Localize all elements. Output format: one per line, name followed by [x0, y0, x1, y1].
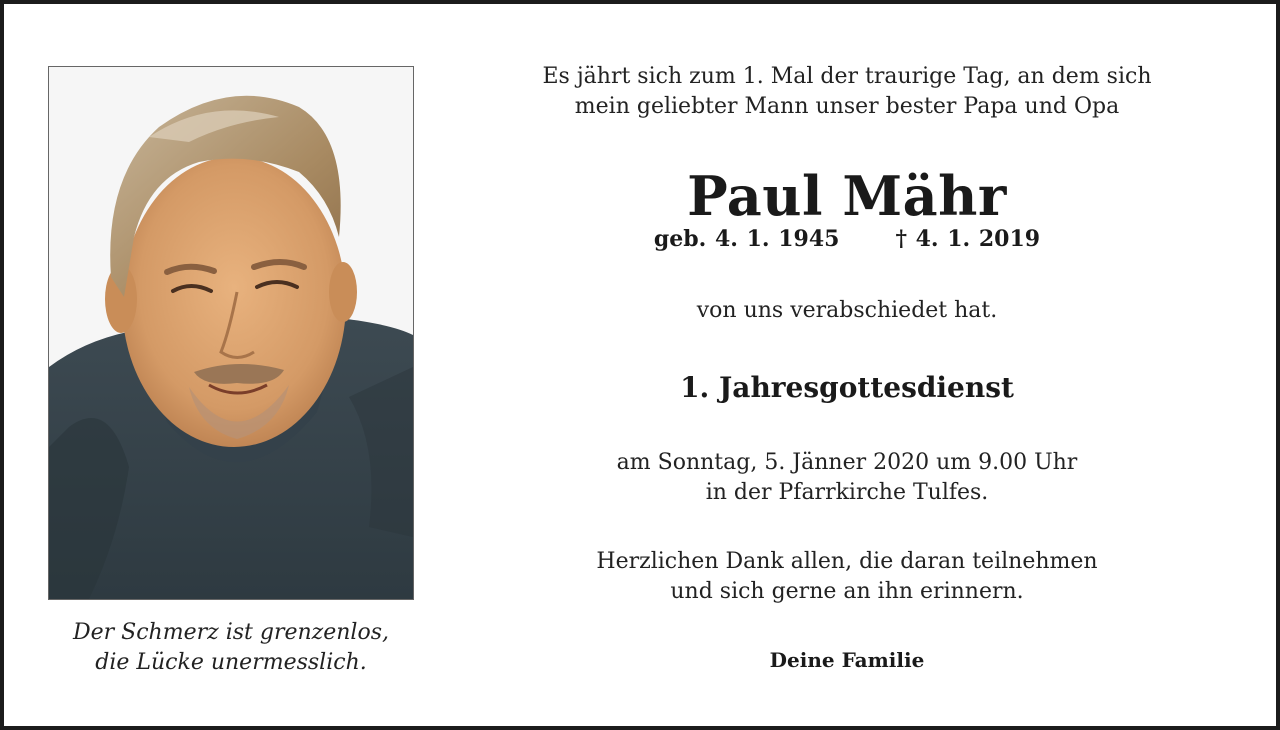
death-date: † 4. 1. 2019 — [895, 226, 1041, 252]
portrait-photo — [48, 66, 414, 600]
caption-line-2: die Lücke unermesslich. — [95, 650, 367, 675]
memorial-caption — [48, 618, 414, 678]
life-dates — [474, 224, 1220, 254]
family-signature: Deine Familie — [769, 648, 925, 672]
service-details — [474, 448, 1220, 508]
intro-text — [474, 62, 1220, 122]
birth-date: geb. 4. 1. 1945 — [653, 226, 840, 252]
thanks-line-1: Herzlichen Dank allen, die daran teilnehmen — [596, 549, 1098, 574]
service-date: am Sonntag, 5. Jänner 2020 um 9.00 Uhr — [616, 450, 1078, 475]
service-location: in der Pfarrkirche Tulfes. — [705, 480, 989, 505]
farewell-text: von uns verabschiedet hat. — [696, 298, 998, 323]
service-title: 1. Jahresgottesdienst — [680, 371, 1014, 404]
deceased-name: Paul Mähr — [687, 164, 1007, 228]
portrait-illustration — [49, 67, 413, 599]
intro-line-1: Es jährt sich zum 1. Mal der traurige Tag, an dem sich — [542, 64, 1152, 89]
caption-line-1: Der Schmerz ist grenzenlos, — [72, 620, 389, 645]
thanks-line-2: und sich gerne an ihn erinnern. — [670, 579, 1024, 604]
intro-line-2: mein geliebter Mann unser bester Papa und Opa — [574, 94, 1120, 119]
thanks-text — [474, 547, 1220, 607]
